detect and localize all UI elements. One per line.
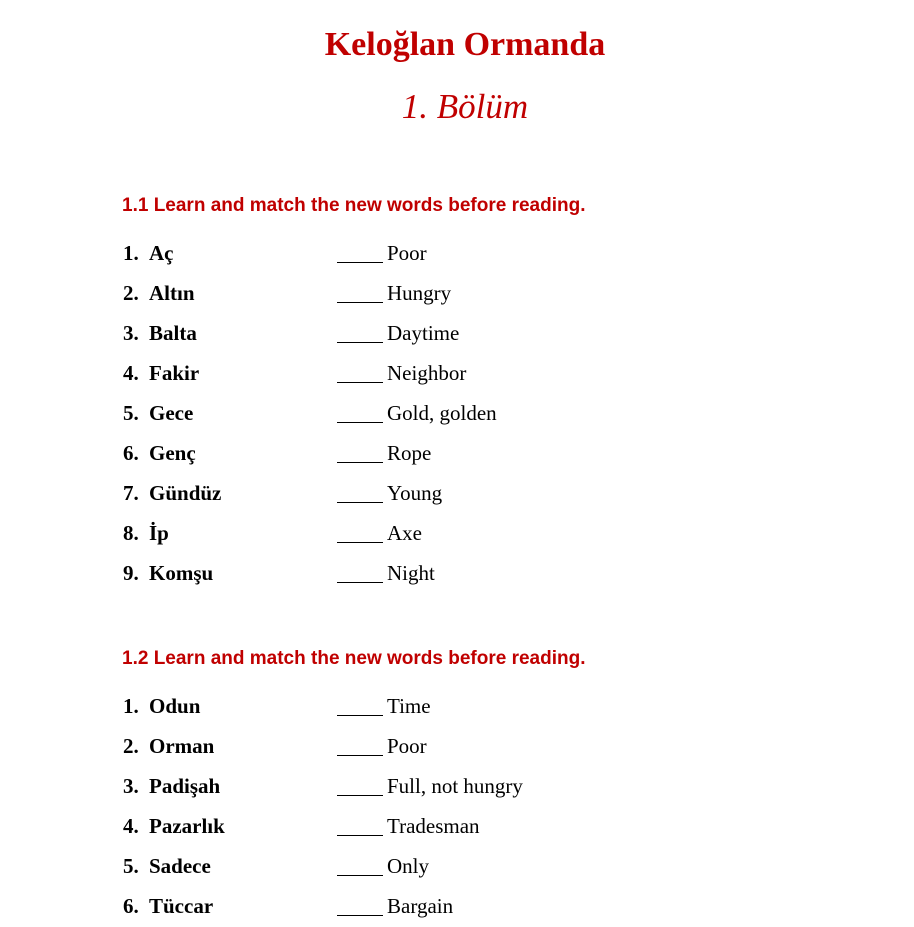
item-number: 3. (123, 321, 139, 345)
vocab-item (123, 554, 623, 594)
item-number: 5. (123, 854, 139, 878)
english-meaning: Poor (387, 734, 427, 758)
turkish-word: Tüccar (149, 894, 214, 918)
answer-blank[interactable] (337, 502, 383, 503)
item-number: 8. (123, 521, 139, 545)
english-meaning: Daytime (387, 321, 460, 345)
answer-blank[interactable] (337, 715, 383, 716)
vocab-item (123, 727, 623, 767)
vocab-item (123, 394, 623, 434)
item-number: 7. (123, 481, 139, 505)
answer-blank[interactable] (337, 582, 383, 583)
turkish-word: Gece (149, 401, 194, 425)
english-meaning: Hungry (387, 281, 452, 305)
turkish-word: Padişah (149, 774, 221, 798)
item-number: 4. (123, 814, 139, 838)
item-number: 2. (123, 281, 139, 305)
turkish-word: Genç (149, 441, 196, 465)
answer-blank[interactable] (337, 422, 383, 423)
english-meaning: Gold, golden (387, 401, 497, 425)
item-number: 3. (123, 774, 139, 798)
english-meaning: Poor (387, 241, 427, 265)
turkish-word: Balta (149, 321, 197, 345)
vocab-item (123, 274, 623, 314)
vocab-item (123, 234, 623, 274)
english-meaning: Rope (387, 441, 432, 465)
turkish-word: Fakir (149, 361, 200, 385)
answer-blank[interactable] (337, 875, 383, 876)
document-title: Keloğlan Ormanda (324, 26, 606, 63)
answer-blank[interactable] (337, 462, 383, 463)
section-heading-1-1: 1.1 Learn and match the new words before reading. (122, 195, 586, 216)
vocab-item (123, 514, 623, 554)
english-meaning: Axe (387, 521, 422, 545)
item-number: 6. (123, 441, 139, 465)
turkish-word: Komşu (149, 561, 214, 585)
vocab-item (123, 767, 623, 807)
answer-blank[interactable] (337, 302, 383, 303)
vocab-item (123, 354, 623, 394)
answer-blank[interactable] (337, 755, 383, 756)
vocab-item (123, 887, 623, 927)
english-meaning: Neighbor (387, 361, 467, 385)
turkish-word: Altın (149, 281, 195, 305)
vocab-item (123, 434, 623, 474)
answer-blank[interactable] (337, 835, 383, 836)
turkish-word: İp (149, 521, 169, 545)
turkish-word: Odun (149, 694, 201, 718)
english-meaning: Full, not hungry (387, 774, 523, 798)
english-meaning: Time (387, 694, 431, 718)
vocab-item (123, 314, 623, 354)
item-number: 2. (123, 734, 139, 758)
vocab-list-1-2 (123, 687, 623, 927)
vocab-item (123, 847, 623, 887)
answer-blank[interactable] (337, 342, 383, 343)
item-number: 1. (123, 241, 139, 265)
turkish-word: Gündüz (149, 481, 222, 505)
turkish-word: Pazarlık (149, 814, 225, 838)
item-number: 4. (123, 361, 139, 385)
item-number: 6. (123, 894, 139, 918)
vocab-item (123, 474, 623, 514)
vocab-item (123, 687, 623, 727)
section-heading-1-2: 1.2 Learn and match the new words before reading. (122, 648, 586, 669)
item-number: 1. (123, 694, 139, 718)
answer-blank[interactable] (337, 382, 383, 383)
item-number: 5. (123, 401, 139, 425)
answer-blank[interactable] (337, 262, 383, 263)
english-meaning: Only (387, 854, 429, 878)
answer-blank[interactable] (337, 915, 383, 916)
chapter-subtitle: 1. Bölüm (401, 87, 529, 126)
turkish-word: Aç (149, 241, 174, 265)
english-meaning: Young (387, 481, 443, 505)
english-meaning: Tradesman (387, 814, 480, 838)
turkish-word: Orman (149, 734, 215, 758)
answer-blank[interactable] (337, 795, 383, 796)
english-meaning: Bargain (387, 894, 454, 918)
vocab-item (123, 807, 623, 847)
english-meaning: Night (387, 561, 435, 585)
item-number: 9. (123, 561, 139, 585)
turkish-word: Sadece (149, 854, 211, 878)
vocab-list-1-1 (123, 234, 623, 594)
answer-blank[interactable] (337, 542, 383, 543)
